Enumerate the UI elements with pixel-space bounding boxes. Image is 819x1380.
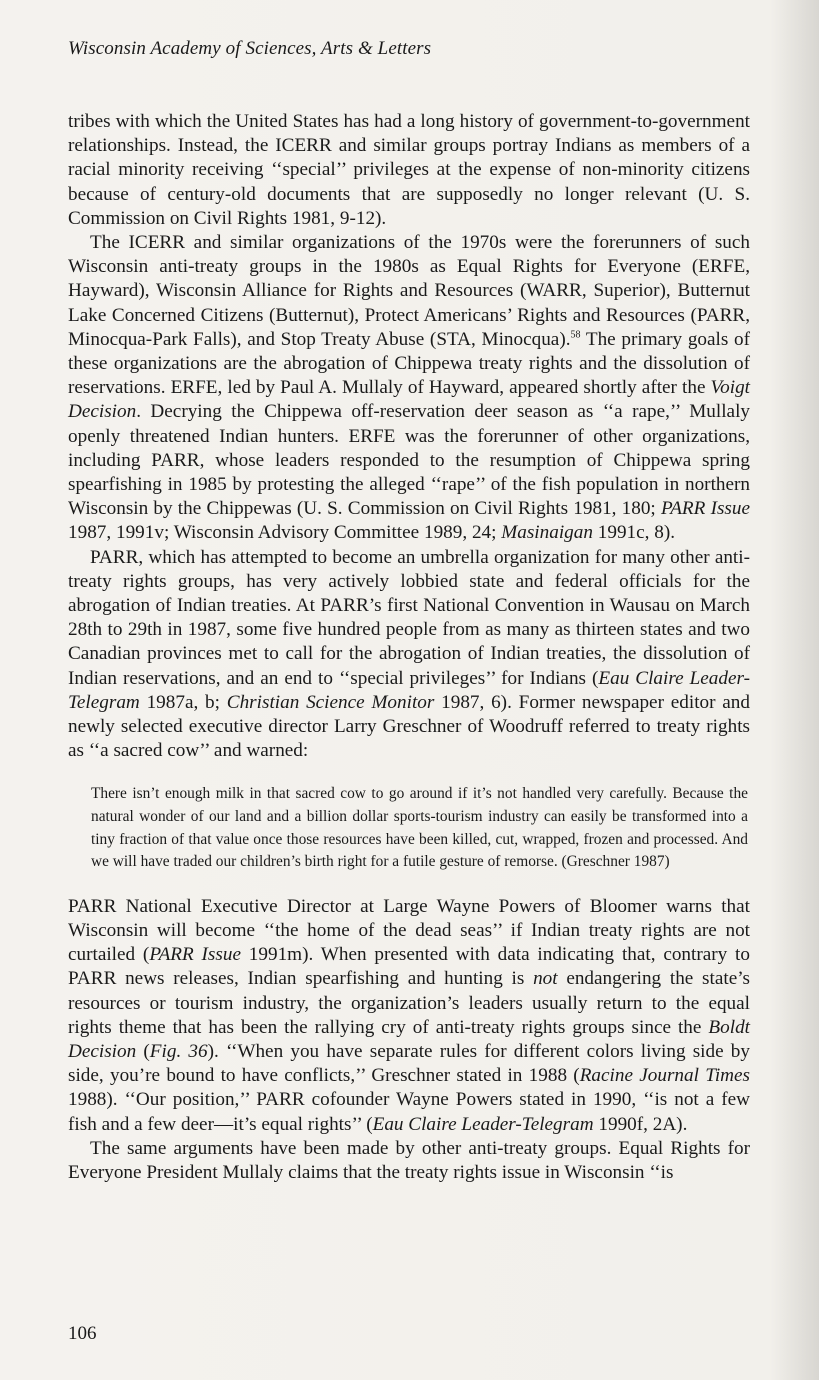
text-run: PARR National Executive Director at Large Wayne Powers of Bloomer warns that Wisconsin will become ‘‘the home of the dead seas’’ if Indian treaty rights are not curtailed (: [68, 895, 750, 966]
page-number: 106: [68, 1323, 97, 1344]
text-run: PARR, which has attempted to become an umbrella organization for many other anti-treaty rights groups, has very actively lobbied state and federal officials for the abrogation of Indian treaties. At PARR’s first National Convention in Wausau on March 28th to 29th in 1987, some five hundred people from as many as thirteen states and two Canadian provinces met to call for the abrogation of Indian treaties, the dissolution of Indian reservations, and an end to ‘‘special privileges’’ for Indians (: [68, 546, 750, 689]
text-run: 1987, 6). Former newspaper editor and newly selected executive director Larry Greschner of Woodruff referred to treaty rights as ‘‘a sacred cow’’ and warned:: [68, 691, 750, 762]
text-run: (: [136, 1041, 150, 1063]
paragraph-5: The same arguments have been made by other anti-treaty groups. Equal Rights for Everyone President Mullaly claims that the treaty rights issue in Wisconsin ‘‘is: [68, 1137, 750, 1184]
italic-citation: Eau Claire Leader-Telegram: [68, 667, 750, 713]
italic-citation: Christian Science Monitor: [226, 691, 435, 713]
footnote-marker: 58: [570, 329, 581, 341]
italic-emphasis: not: [533, 968, 558, 990]
paragraph-3: [68, 546, 750, 764]
text-run: 1990f, 2A).: [593, 1113, 688, 1135]
paragraph-2: [68, 231, 750, 546]
italic-citation: Masinaigan: [501, 522, 593, 544]
italic-citation: PARR Issue: [660, 498, 751, 520]
text-run: 1987a, b;: [139, 691, 227, 713]
italic-citation: Eau Claire Leader-Telegram: [372, 1113, 594, 1135]
text-run: . Decrying the Chippewa off-reservation deer season as ‘‘a rape,’’ Mullaly openly threatened Indian hunters. ERFE was the forerunner of other organizations, including PARR, whose leaders responded to the resumption of Chippewa spring spearfishing in 1985 by protesting the alleged ‘‘rape’’ of the fish population in northern Wisconsin by the Chippewas (U. S. Commission on Civil Rights 1981, 180;: [68, 401, 750, 520]
text-run: The primary goals of these organizations are the abrogation of Chippewa treaty rights and the dissolution of reservations. ERFE, led by Paul A. Mullaly of Hayward, appeared shortly after the: [68, 328, 750, 399]
text-run: 1988). ‘‘Our position,’’ PARR cofounder Wayne Powers stated in 1990, ‘‘is not a few fish and a few deer—it’s equal rights’’ (: [68, 1089, 750, 1135]
text-run: endangering the state’s resources or tourism industry, the organization’s leaders usually return to the equal rights theme that has been the rallying cry of anti-treaty rights groups since the: [68, 968, 751, 1038]
text-run: 1991c, 8).: [592, 522, 676, 544]
text-run: The ICERR and similar organizations of the 1970s were the forerunners of such Wisconsin anti-treaty groups in the 1980s as Equal Rights for Everyone (ERFE, Hayward), Wisconsin Alliance for Rights and Resources (WARR, Superior), Butternut Lake Concerned Citizens (Butternut), Protect Americans’ Rights and Resources (PARR, Minocqua-Park Falls), and Stop Treaty Abuse (STA, Minocqua).: [68, 232, 750, 350]
paragraph-4: [68, 895, 750, 1137]
text-run: ). ‘‘When you have separate rules for different colors living side by side, you’re bound to have conflicts,’’ Greschner stated in 1988 (: [68, 1041, 750, 1087]
text-run: 1991m). When presented with data indicating that, contrary to PARR news releases, Indian spearfishing and hunting is: [68, 944, 750, 990]
italic-citation: PARR Issue: [149, 944, 241, 966]
text-run: 1987, 1991v; Wisconsin Advisory Committee 1989, 24;: [68, 522, 502, 544]
block-quote: [68, 783, 750, 873]
body-text: [68, 110, 750, 1185]
italic-case-title: Voigt Decision: [68, 377, 750, 423]
block-quote-text: There isn’t enough milk in that sacred cow to go around if it’s not handled very carefully. Because the natural wonder of our land and a billion dollar sports-tourism industry can easily be transformed into a tiny fraction of that value once those resources have been killed, cut, wrapped, frozen and processed. And we will have traded our children’s birth right for a futile gesture of remorse. (Greschner 1987): [91, 785, 748, 871]
italic-citation: Racine Journal Times: [579, 1065, 750, 1087]
italic-case-title: Boldt Decision: [68, 1016, 750, 1063]
italic-figure-ref: Fig. 36: [149, 1041, 208, 1063]
paragraph-1: tribes with which the United States has had a long history of government-to-government relationships. Instead, the ICERR and similar groups portray Indians as members of a racial minority receiving ‘‘special’’ privileges at the expense of non-minority citizens because of century-old documents that are supposedly no longer relevant (U. S. Commission on Civil Rights 1981, 9-12).: [68, 111, 750, 229]
running-head: Wisconsin Academy of Sciences, Arts & Letters: [68, 38, 432, 59]
